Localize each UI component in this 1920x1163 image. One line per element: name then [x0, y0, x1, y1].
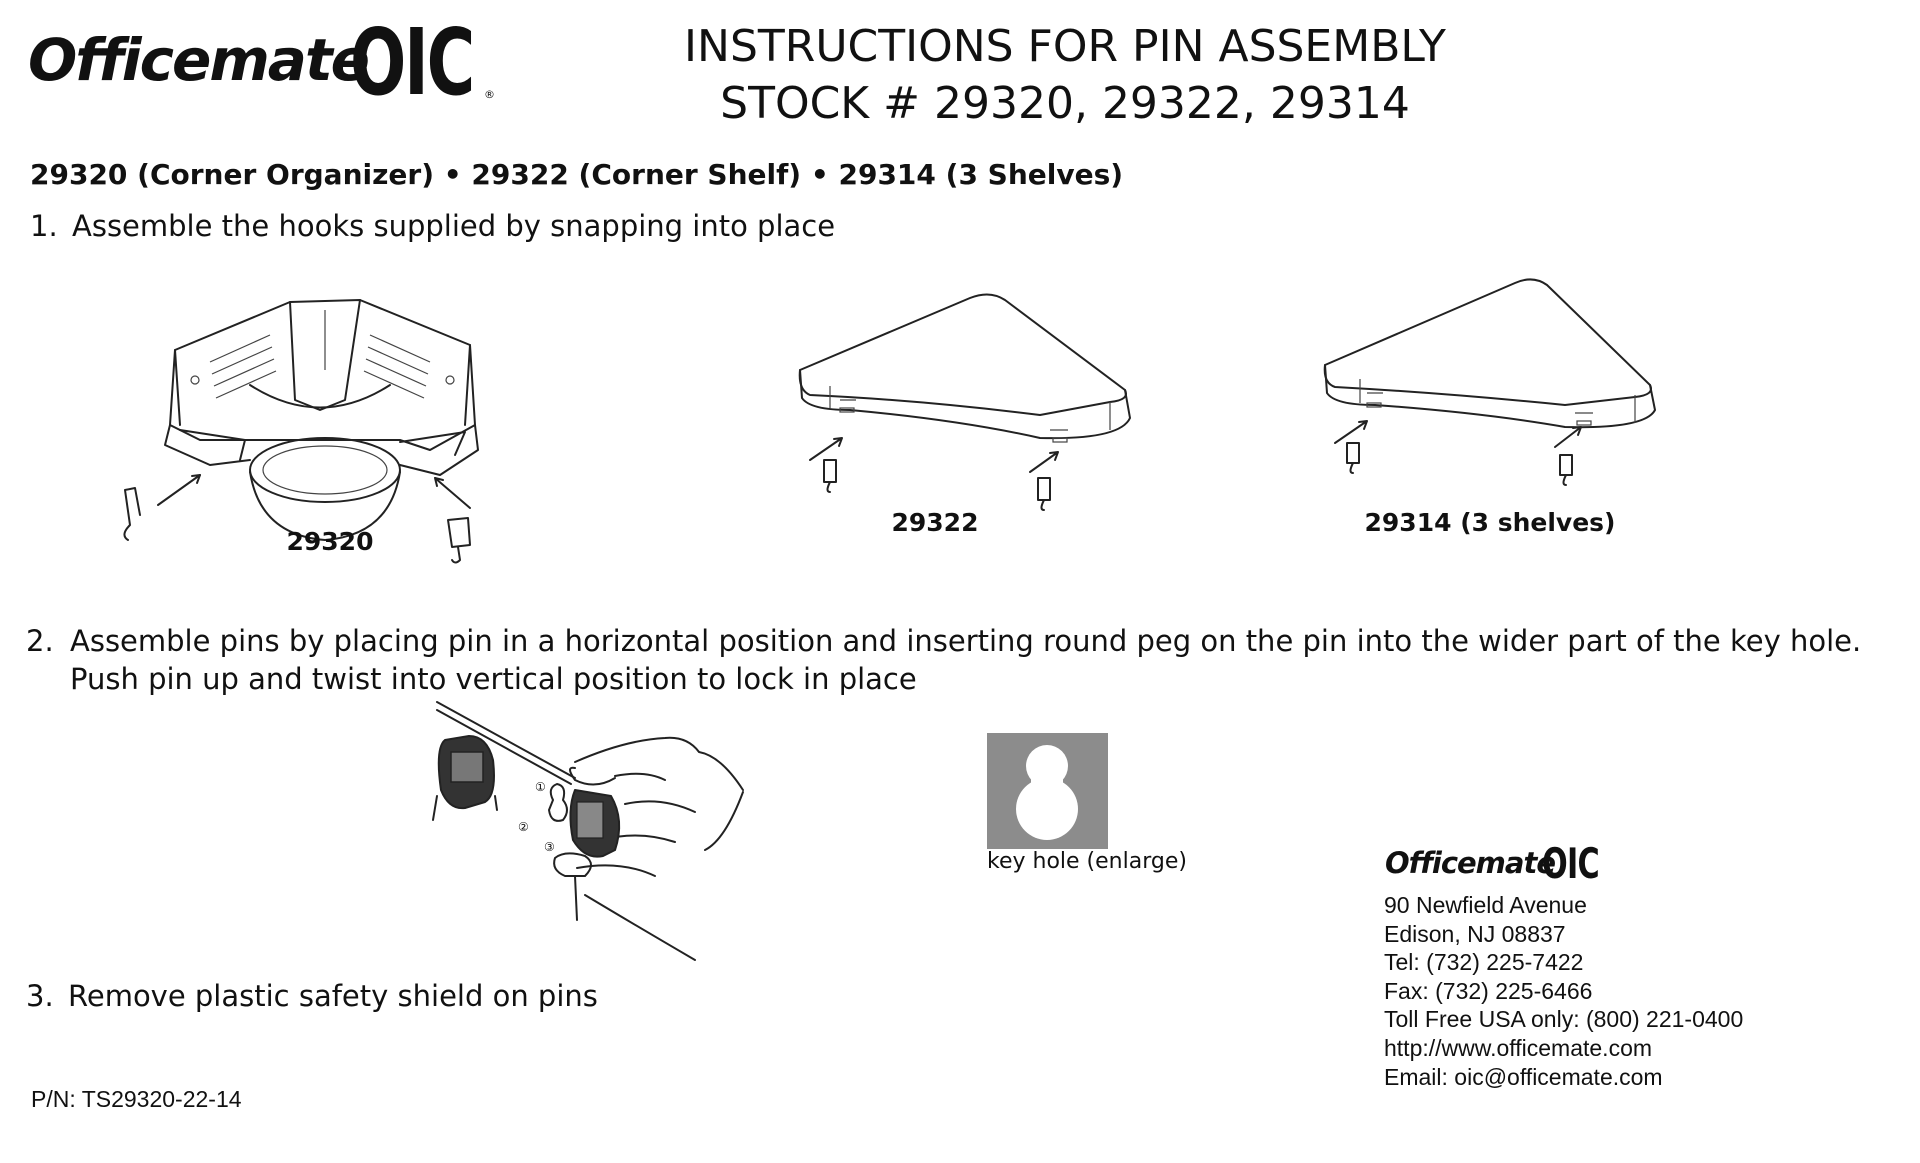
step-1-text: Assemble the hooks supplied by snapping into place — [72, 209, 836, 243]
three-shelves-caption: 29314 (3 shelves) — [1364, 508, 1616, 537]
logo-script-text: Officemate — [28, 26, 369, 94]
contact-website-link[interactable]: http://www.officemate.com — [1384, 1034, 1653, 1061]
brand-logo — [28, 9, 495, 116]
contact-logo-block: OIC — [1542, 839, 1599, 888]
three-shelves-illustration — [1315, 275, 1665, 485]
keyhole-shape — [987, 733, 1108, 849]
contact-fax: Fax: (732) 225-6466 — [1384, 977, 1593, 1004]
step-1 — [30, 209, 835, 243]
keyhole-caption: key hole (enlarge) — [987, 849, 1187, 874]
corner-shelf-illustration — [790, 290, 1140, 510]
page-title — [560, 18, 1570, 132]
rotation-marker-2: ② — [518, 820, 529, 834]
rotation-marker-3: ③ — [544, 840, 555, 854]
keyhole-diagram — [987, 733, 1108, 849]
part-number: P/N: TS29320-22-14 — [31, 1086, 242, 1112]
contact-toll-free: Toll Free USA only: (800) 221-0400 — [1384, 1006, 1744, 1033]
step-2-line-2: Push pin up and twist into vertical position to lock in place — [70, 662, 917, 696]
step-2-text-line-1: Assemble pins by placing pin in a horizontal position and inserting round peg on the pin into the wider part of the key hole. — [70, 624, 1862, 658]
title-line-2: STOCK # 29320, 29322, 29314 — [720, 78, 1410, 129]
step-3-text: Remove plastic safety shield on pins — [68, 979, 598, 1013]
step-2-number: 2. — [26, 624, 54, 658]
contact-email-link[interactable]: Email: oic@officemate.com — [1384, 1063, 1663, 1090]
registered-mark: ® — [484, 88, 495, 101]
product-list-subtitle: 29320 (Corner Organizer) • 29322 (Corner Shelf) • 29314 (3 Shelves) — [30, 158, 1124, 191]
title-line-1: INSTRUCTIONS FOR PIN ASSEMBLY — [684, 21, 1446, 72]
corner-organizer-caption: 29320 — [286, 527, 374, 556]
step-3-number: 3. — [26, 979, 54, 1013]
step-1-number: 1. — [30, 209, 58, 243]
logo-block-text: OIC — [350, 9, 474, 116]
contact-logo-script: Officemate — [1385, 846, 1556, 880]
step-2 — [26, 622, 1861, 698]
contact-address-block — [1384, 891, 1743, 1091]
corner-shelf-caption: 29322 — [891, 508, 979, 537]
step-3 — [26, 979, 598, 1013]
pin-assembly-illustration — [425, 700, 765, 970]
rotation-marker-1: ① — [535, 780, 546, 794]
contact-street: 90 Newfield Avenue — [1384, 892, 1587, 918]
contact-logo — [1385, 840, 1615, 890]
corner-organizer-illustration — [100, 290, 500, 560]
contact-city: Edison, NJ 08837 — [1384, 920, 1566, 947]
contact-tel: Tel: (732) 225-7422 — [1384, 949, 1584, 976]
step-2-line-1 — [26, 622, 1861, 660]
